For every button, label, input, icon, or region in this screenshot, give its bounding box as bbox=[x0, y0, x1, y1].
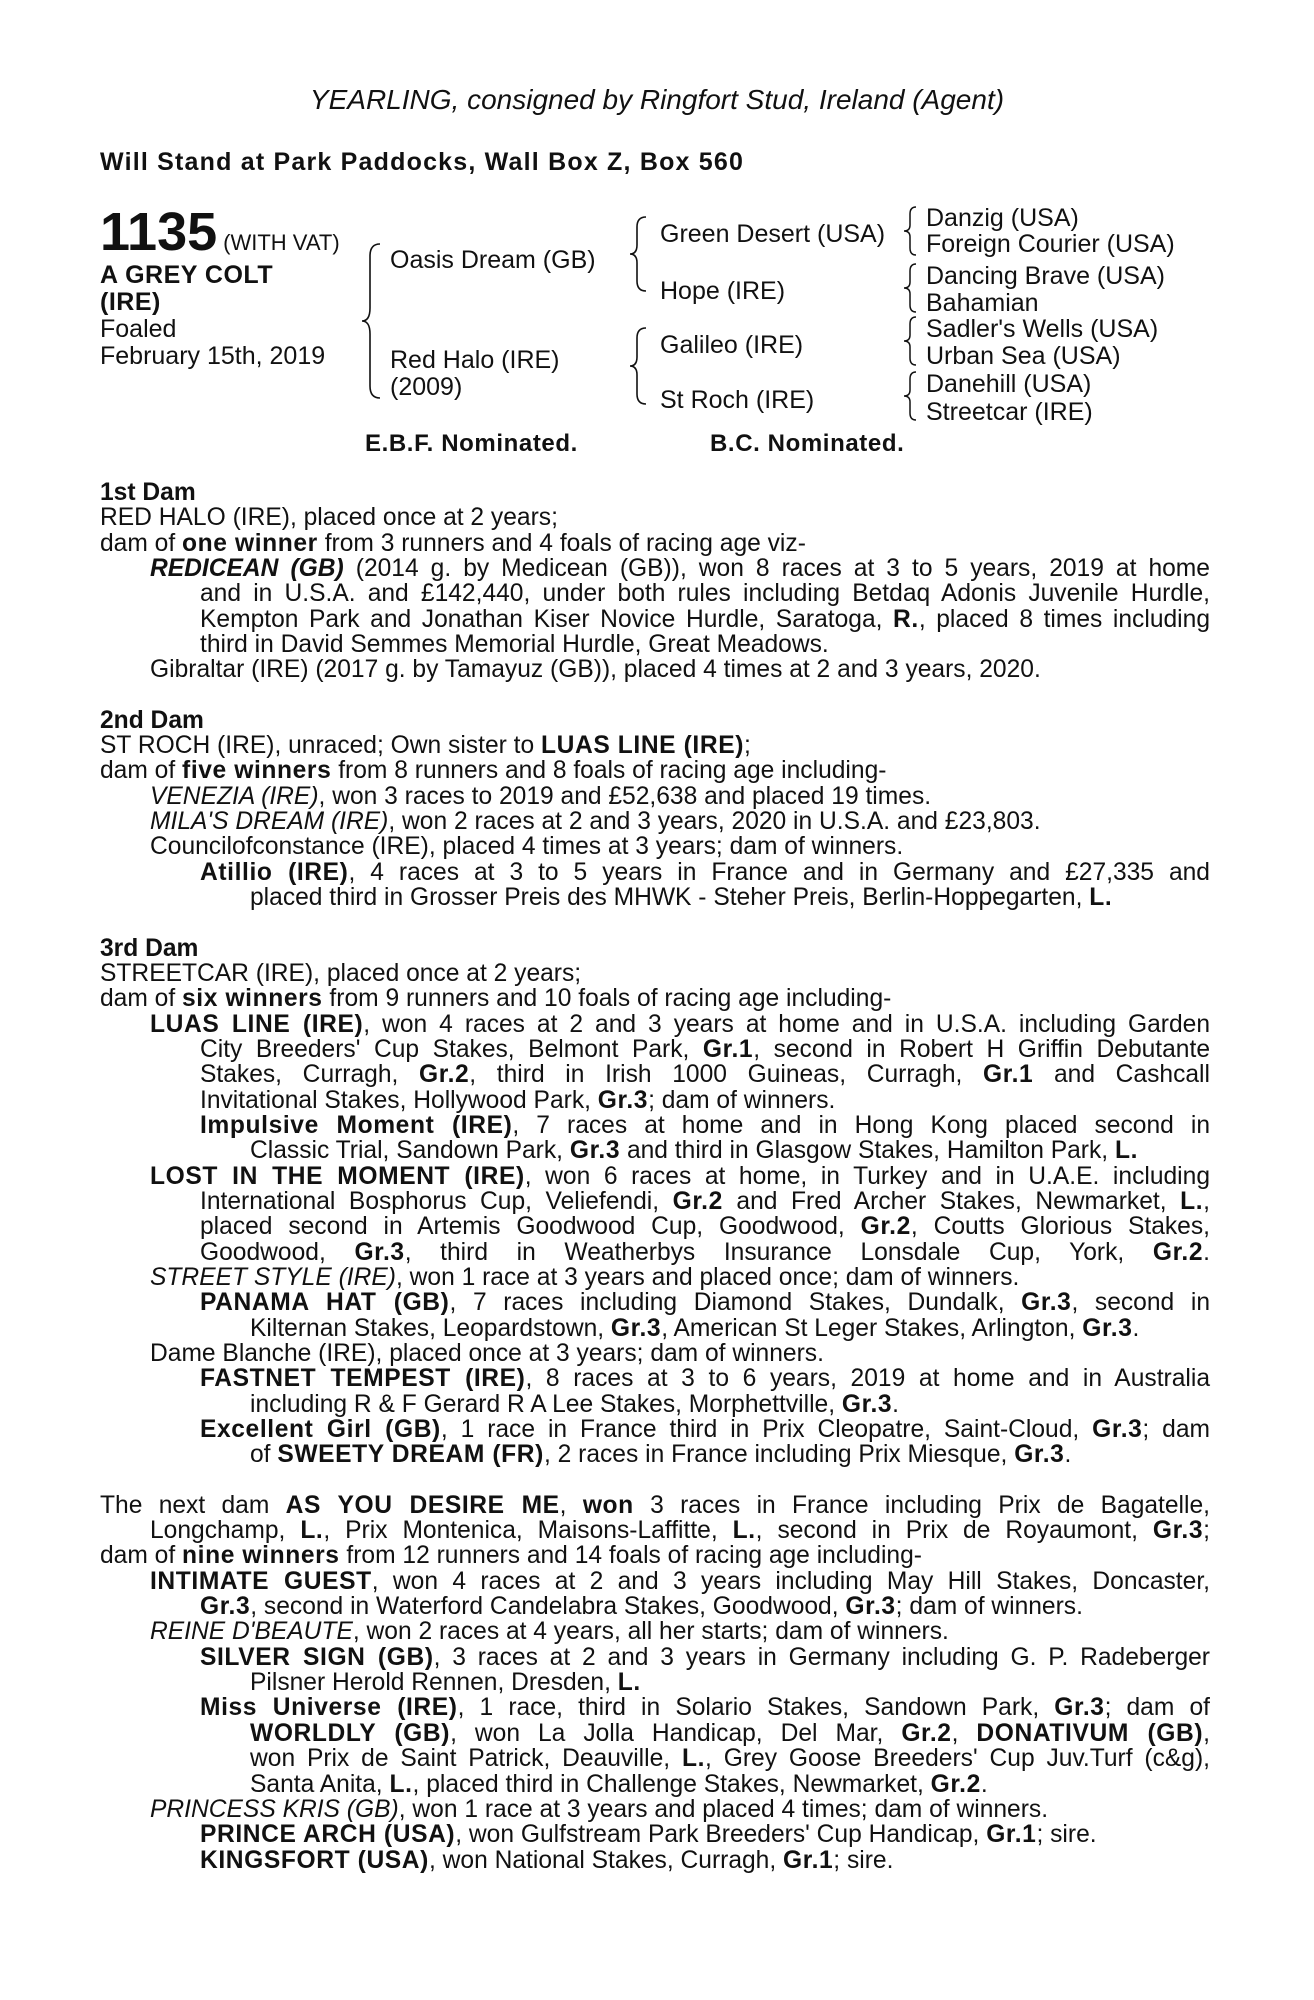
dam-dam-sire: Danehill (USA) bbox=[926, 370, 1092, 398]
text-line: won Prix de Saint Patrick, Deauville, L., Grey Goose Breeders' Cup Juv.Turf (c&g), bbox=[250, 1745, 1210, 1773]
dam-dam: St Roch (IRE) bbox=[660, 386, 815, 414]
g3-brace-1 bbox=[902, 205, 922, 257]
text-line: KINGSFORT (USA), won National Stakes, Curragh, Gr.1; sire. bbox=[200, 1846, 894, 1874]
g3-brace-4 bbox=[902, 370, 922, 422]
second-dam-heading: 2nd Dam bbox=[100, 706, 204, 734]
text-line: Impulsive Moment (IRE), 7 races at home and in Hong Kong placed second in bbox=[200, 1111, 1210, 1139]
text-line: Atillio (IRE), 4 races at 3 to 5 years in France and in Germany and £27,335 and bbox=[200, 858, 1210, 886]
text-line: Kempton Park and Jonathan Kiser Novice Hurdle, Saratoga, R., placed 8 times including bbox=[200, 605, 1210, 633]
text-line: Pilsner Herold Rennen, Dresden, L. bbox=[250, 1669, 641, 1697]
text-line: third in David Semmes Memorial Hurdle, Great Meadows. bbox=[200, 631, 829, 659]
text-line: Longchamp, L., Prix Montenica, Maisons-Laffitte, L., second in Prix de Royaumont, Gr.3; bbox=[150, 1517, 1210, 1545]
text-line: ST ROCH (IRE), unraced; Own sister to LUAS LINE (IRE); bbox=[100, 732, 751, 760]
sire-dam-sire: Dancing Brave (USA) bbox=[926, 262, 1165, 290]
dam-line-brace bbox=[628, 326, 654, 406]
dam: Red Halo (IRE) bbox=[390, 346, 560, 374]
sire-dam: Hope (IRE) bbox=[660, 277, 786, 305]
text-line: International Bosphorus Cup, Veliefendi, Gr.2 and Fred Archer Stakes, Newmarket, L., bbox=[200, 1187, 1210, 1215]
first-dam-heading: 1st Dam bbox=[100, 479, 196, 506]
text-line: dam of nine winners from 12 runners and 14 foals of racing age including- bbox=[100, 1542, 922, 1570]
sire-dam-brace bbox=[360, 242, 390, 400]
g3-brace-3 bbox=[902, 315, 922, 367]
text-line: of SWEETY DREAM (FR), 2 races in France including Prix Miesque, Gr.3. bbox=[250, 1441, 1072, 1469]
sire-sire-dam: Foreign Courier (USA) bbox=[926, 230, 1175, 258]
text-line: Classic Trial, Sandown Park, Gr.3 and third in Glasgow Stakes, Hamilton Park, L. bbox=[250, 1137, 1139, 1165]
sire-line-brace bbox=[628, 215, 654, 293]
text-line: PANAMA HAT (GB), 7 races including Diamond Stakes, Dundalk, Gr.3, second in bbox=[200, 1289, 1210, 1317]
text-line: LOST IN THE MOMENT (IRE), won 6 races at home, in Turkey and in U.A.E. including bbox=[150, 1162, 1211, 1190]
text-line: City Breeders' Cup Stakes, Belmont Park, Gr.1, second in Robert H Griffin Debutante bbox=[200, 1035, 1210, 1063]
text-line: Gibraltar (IRE) (2017 g. by Tamayuz (GB)), placed 4 times at 2 and 3 years, 2020. bbox=[150, 656, 1041, 684]
bc-nominated: B.C. Nominated. bbox=[710, 430, 905, 457]
text-line: Santa Anita, L., placed third in Challenge Stakes, Newmarket, Gr.2. bbox=[250, 1770, 988, 1798]
lot-number: 1135 (WITH VAT) bbox=[100, 202, 340, 262]
text-line: REINE D'BEAUTE, won 2 races at 4 years, all her starts; dam of winners. bbox=[150, 1618, 949, 1646]
text-line: Dame Blanche (IRE), placed once at 3 years; dam of winners. bbox=[150, 1340, 824, 1367]
stabling-location: Will Stand at Park Paddocks, Wall Box Z, Box 560 bbox=[100, 148, 745, 176]
text-line: dam of five winners from 8 runners and 8 foals of racing age including- bbox=[100, 757, 887, 785]
text-line: FASTNET TEMPEST (IRE), 8 races at 3 to 6 years, 2019 at home and in Australia bbox=[200, 1365, 1210, 1393]
text-line: placed second in Artemis Goodwood Cup, Goodwood, Gr.2, Coutts Glorious Stakes, bbox=[200, 1213, 1210, 1241]
dam-sire: Galileo (IRE) bbox=[660, 331, 804, 359]
dam-sire-dam: Urban Sea (USA) bbox=[926, 342, 1121, 370]
text-line: dam of one winner from 3 runners and 4 foals of racing age viz- bbox=[100, 529, 806, 557]
text-line: WORLDLY (GB), won La Jolla Handicap, Del Mar, Gr.2, DONATIVUM (GB), bbox=[250, 1719, 1210, 1747]
text-line: Miss Universe (IRE), 1 race, third in Solario Stakes, Sandown Park, Gr.3; dam of bbox=[200, 1694, 1210, 1722]
sire-sire-sire: Danzig (USA) bbox=[926, 204, 1079, 232]
text-line: LUAS LINE (IRE), won 4 races at 2 and 3 years at home and in U.S.A. including Garden bbox=[150, 1010, 1211, 1038]
text-line: STREETCAR (IRE), placed once at 2 years; bbox=[100, 959, 582, 987]
text-line: placed third in Grosser Preis des MHWK - Steher Preis, Berlin-Hoppegarten, L. bbox=[250, 884, 1113, 912]
text-line: SILVER SIGN (GB), 3 races at 2 and 3 years in Germany including G. P. Radeberger bbox=[200, 1643, 1210, 1671]
lot-description: A GREY COLT (IRE) Foaled February 15th, 2019 bbox=[100, 261, 326, 370]
text-line: Stakes, Curragh, Gr.2, third in Irish 1000 Guineas, Curragh, Gr.1 and Cashcall bbox=[200, 1061, 1210, 1089]
sire-dam-dam: Bahamian bbox=[926, 289, 1039, 317]
text-line: Gr.3, second in Waterford Candelabra Stakes, Goodwood, Gr.3; dam of winners. bbox=[200, 1593, 1083, 1621]
text-line: including R & F Gerard R A Lee Stakes, Morphettville, Gr.3. bbox=[250, 1390, 900, 1418]
text-line: RED HALO (IRE), placed once at 2 years; bbox=[100, 504, 558, 532]
sire-sire: Green Desert (USA) bbox=[660, 220, 886, 248]
third-dam-heading: 3rd Dam bbox=[100, 934, 199, 962]
catalogue-body bbox=[100, 480, 1210, 1873]
text-line: Kilternan Stakes, Leopardstown, Gr.3, American St Leger Stakes, Arlington, Gr.3. bbox=[250, 1314, 1140, 1342]
text-line: REDICEAN (GB) (2014 g. by Medicean (GB)), won 8 races at 3 to 5 years, 2019 at home bbox=[150, 555, 1210, 583]
text-line: Invitational Stakes, Hollywood Park, Gr.3; dam of winners. bbox=[200, 1086, 836, 1114]
text-line: Councilofconstance (IRE), placed 4 times at 3 years; dam of winners. bbox=[150, 833, 904, 861]
text-line: Excellent Girl (GB), 1 race in France third in Prix Cleopatre, Saint-Cloud, Gr.3; dam bbox=[200, 1416, 1211, 1444]
catalogue-title: YEARLING, consigned by Ringfort Stud, Ireland (Agent) bbox=[309, 84, 1005, 115]
dam-sire-sire: Sadler's Wells (USA) bbox=[926, 315, 1159, 343]
sire: Oasis Dream (GB) bbox=[390, 246, 596, 274]
text-line: STREET STYLE (IRE), won 1 race at 3 years and placed once; dam of winners. bbox=[150, 1263, 1020, 1291]
text-line: PRINCE ARCH (USA), won Gulfstream Park Breeders' Cup Handicap, Gr.1; sire. bbox=[200, 1821, 1097, 1849]
text-line: INTIMATE GUEST, won 4 races at 2 and 3 years including May Hill Stakes, Doncaster, bbox=[150, 1567, 1210, 1595]
vat-note: (WITH VAT) bbox=[223, 230, 340, 255]
text-line: and in U.S.A. and £142,440, under both rules including Betdaq Adonis Juvenile Hurdle, bbox=[200, 580, 1210, 608]
text-line: PRINCESS KRIS (GB), won 1 race at 3 years and placed 4 times; dam of winners. bbox=[150, 1795, 1049, 1823]
ebf-nominated: E.B.F. Nominated. bbox=[365, 430, 578, 457]
text-line: MILA'S DREAM (IRE), won 2 races at 2 and 3 years, 2020 in U.S.A. and £23,803. bbox=[150, 808, 1041, 836]
g3-brace-2 bbox=[902, 262, 922, 314]
text-line: VENEZIA (IRE), won 3 races to 2019 and £52,638 and placed 19 times. bbox=[150, 782, 932, 810]
text-line: The next dam AS YOU DESIRE ME, won 3 races in France including Prix de Bagatelle, bbox=[100, 1491, 1210, 1519]
dam-dam-dam: Streetcar (IRE) bbox=[926, 398, 1093, 426]
text-line: Goodwood, Gr.3, third in Weatherbys Insurance Lonsdale Cup, York, Gr.2. bbox=[200, 1238, 1210, 1266]
dam-year: (2009) bbox=[390, 373, 463, 401]
text-line: dam of six winners from 9 runners and 10 foals of racing age including- bbox=[100, 985, 892, 1013]
